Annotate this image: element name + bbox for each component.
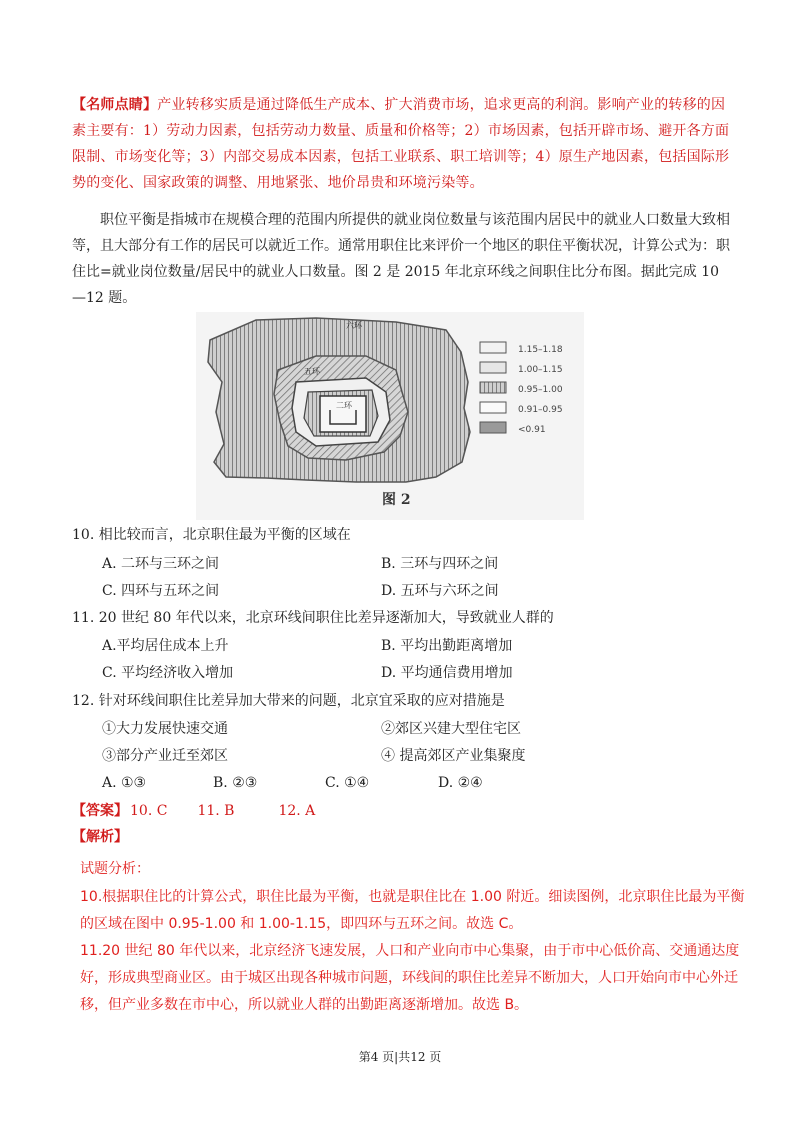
- legend-label: 1.00–1.15: [518, 365, 563, 375]
- intro-paragraph: 职位平衡是指城市在规模合理的范围内所提供的就业岗位数量与该范围内居民中的就业人口数量大致相等，且大部分有工作的居民可以就近工作。通常用职住比来评价一个地区的职住平衡状况，计算公式为：职住比=就业岗位数量/居民中的就业人口数量。图 2 是 2015 年北京环线之间职住比分布图。据此完成 10—12 题。: [72, 212, 730, 306]
- answer-tag: 【答案】: [72, 803, 128, 819]
- question-11-option-b: B. 平均出勤距离增加: [381, 638, 513, 654]
- answer-12: 12. A: [278, 803, 316, 819]
- tip-paragraph: [72, 92, 732, 196]
- question-12-option-c: C. ①④: [325, 775, 370, 791]
- answer-line: [72, 800, 315, 822]
- tip-tag: 【名师点睛】: [72, 97, 158, 113]
- legend-label: 1.15–1.18: [518, 345, 563, 355]
- figure-2: [196, 312, 584, 520]
- question-10-option-b: B. 三环与四环之间: [381, 556, 499, 572]
- question-12-item-3: ③部分产业迁至郊区: [102, 748, 228, 764]
- legend-label: <0.91: [518, 425, 546, 435]
- question-12-item-4: ④ 提高郊区产业集聚度: [381, 748, 526, 764]
- question-10-option-a: A. 二环与三环之间: [102, 556, 220, 572]
- question-10-option-c: C. 四环与五环之间: [102, 583, 220, 599]
- answer-10: 10. C: [130, 803, 168, 819]
- question-10-stem: 10. 相比较而言，北京职住最为平衡的区域在: [72, 527, 351, 543]
- question-12-stem: 12. 针对环线间职住比差异加大带来的问题，北京宜采取的应对措施是: [72, 693, 505, 709]
- center-ring-label: 二环: [336, 401, 352, 410]
- question-12-option-b: B. ②③: [213, 775, 258, 791]
- analysis-11: 11.20 世纪 80 年代以来，北京经济飞速发展，人口和产业向市中心集聚，由于市中心低价高、交通通达度好，形成典型商业区。由于城区出现各种城市问题，环线间的职住比差异不断加大，人口开始向市中心外迁移，但产业多数在市中心，所以就业人群的出勤距离逐渐增加。故选 B。: [80, 943, 740, 1013]
- tip-text: 产业转移实质是通过降低生产成本、扩大消费市场，追求更高的利润。影响产业的转移的因素主要有：1）劳动力因素，包括劳动力数量、质量和价格等；2）市场因素，包括开辟市场、避开各方面限制、市场变化等；3）内部交易成本因素，包括工业联系、职工培训等；4）原生产地因素，包括国际形势的变化、国家政策的调整、用地紧张、地价昂贵和环境污染等。: [72, 97, 730, 191]
- question-11-option-d: D. 平均通信费用增加: [381, 665, 513, 681]
- figure-caption: 图 2: [382, 492, 411, 508]
- question-11-option-c: C. 平均经济收入增加: [102, 665, 234, 681]
- answer-11: 11. B: [197, 803, 235, 819]
- job-housing-ratio-map: [196, 312, 584, 520]
- question-11-option-a: A.平均居住成本上升: [102, 638, 229, 654]
- analysis-heading: 试题分析：: [80, 861, 150, 877]
- page-footer: 第4 页|共12 页: [358, 1050, 442, 1064]
- analysis-tag: 【解析】: [72, 829, 128, 845]
- question-12-item-1: ①大力发展快速交通: [102, 721, 228, 737]
- question-12-option-d: D. ②④: [438, 775, 483, 791]
- question-10-option-d: D. 五环与六环之间: [381, 583, 499, 599]
- question-12-option-a: A. ①③: [102, 775, 147, 791]
- question-12-item-2: ②郊区兴建大型住宅区: [381, 721, 521, 737]
- legend-label: 0.95–1.00: [518, 385, 563, 395]
- question-11-stem: 11. 20 世纪 80 年代以来，北京环线间职住比差异逐渐加大，导致就业人群的: [72, 610, 554, 626]
- analysis-10: 10.根据职住比的计算公式，职住比最为平衡，也就是职住比在 1.00 附近。细读图例，北京职住比最为平衡的区域在图中 0.95-1.00 和 1.00-1.15，即四环与五环之间。故选 C。: [80, 889, 745, 932]
- outer-ring-label: 六环: [346, 321, 362, 330]
- inner-ring-label: 五环: [304, 367, 320, 376]
- legend-label: 0.91–0.95: [518, 405, 563, 415]
